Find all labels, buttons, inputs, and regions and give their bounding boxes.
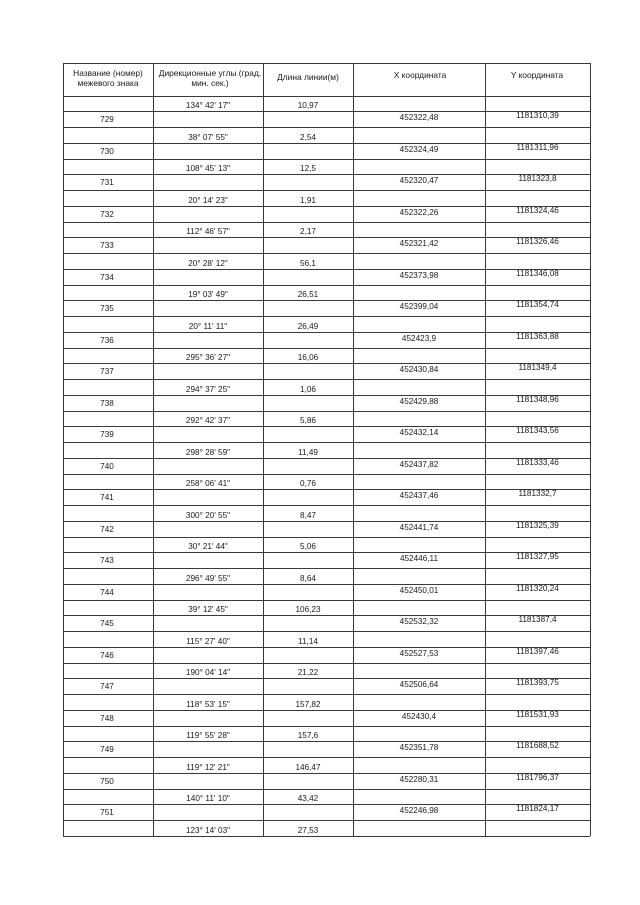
- direction-angle: 300° 20' 55": [185, 510, 231, 520]
- x-coordinate: 452423,9: [401, 333, 437, 343]
- y-coordinate: 1181311,96: [516, 142, 559, 152]
- table-border-left: [63, 63, 64, 836]
- line-length: 146,47: [295, 762, 321, 772]
- boundary-point-name: 733: [100, 241, 114, 251]
- direction-angle: 115° 27' 40": [186, 636, 230, 646]
- x-coordinate: 452246,98: [399, 806, 439, 816]
- x-coordinate: 452373,98: [399, 270, 439, 280]
- line-length: 21,22: [297, 668, 319, 678]
- boundary-point-name: 743: [100, 556, 114, 566]
- direction-angle: 38° 07' 55": [188, 132, 228, 142]
- x-coordinate: 452527,53: [399, 648, 439, 658]
- direction-angle: 190° 04' 14": [185, 668, 231, 678]
- line-length: 11,49: [298, 447, 318, 457]
- boundary-point-name: 747: [100, 682, 114, 692]
- x-coordinate: 452322,48: [399, 113, 439, 122]
- y-coordinate: 1181796,37: [516, 772, 559, 782]
- y-coordinate: 1181310,39: [516, 111, 559, 120]
- x-coordinate: 452320,47: [399, 176, 439, 186]
- direction-angle: 19° 03' 49": [188, 290, 228, 300]
- x-coordinate: 452446,11: [399, 554, 439, 564]
- y-coordinate: 1181327,95: [516, 552, 559, 562]
- direction-angle: 294° 37' 25": [185, 384, 231, 394]
- boundary-point-name: 740: [100, 461, 114, 471]
- line-length: 10,97: [297, 101, 319, 111]
- boundary-point-name: 750: [100, 776, 114, 786]
- line-length: 8,64: [300, 573, 316, 583]
- boundary-point-name: 751: [100, 808, 114, 818]
- y-coordinate: 1181326,46: [516, 237, 559, 247]
- x-coordinate: 452324,49: [399, 144, 439, 154]
- direction-angle: 292° 42' 37": [185, 416, 231, 426]
- row-line: [63, 757, 590, 758]
- row-line: [63, 442, 590, 443]
- row-line: [63, 190, 590, 191]
- boundary-point-name: 741: [100, 493, 114, 503]
- line-length: 0,76: [300, 479, 316, 489]
- direction-angle: 112° 46' 57": [186, 227, 230, 237]
- table-border-right: [590, 63, 591, 836]
- row-line: [63, 631, 590, 632]
- x-coordinate: 452280,31: [399, 774, 439, 784]
- row-line: [63, 285, 590, 286]
- x-coordinate: 452322,26: [399, 207, 439, 217]
- y-coordinate: 1181354,74: [516, 300, 559, 310]
- x-coordinate: 452532,32: [399, 617, 439, 627]
- row-line: [63, 379, 590, 380]
- header-name: Название (номер) межевого знака: [73, 68, 143, 88]
- x-coordinate: 452437,82: [399, 459, 439, 469]
- row-line: [63, 537, 590, 538]
- boundary-point-name: 732: [100, 209, 114, 219]
- header-separator: [63, 96, 590, 97]
- direction-angle: 20° 14' 23": [188, 195, 228, 205]
- header-y: Y координата: [510, 70, 564, 80]
- y-coordinate: 1181393,75: [516, 678, 559, 688]
- y-coordinate: 1181325,39: [516, 520, 559, 530]
- direction-angle: 123° 14' 03": [185, 826, 231, 835]
- line-length: 12,5: [300, 164, 316, 174]
- row-line: [63, 348, 590, 349]
- header-length: Длина линии(м): [277, 72, 339, 82]
- row-line: [63, 694, 590, 695]
- row-line: [63, 726, 590, 727]
- y-coordinate: 1181320,24: [516, 583, 559, 593]
- row-line: [63, 159, 590, 160]
- column-divider: [353, 63, 354, 836]
- line-length: 5,86: [300, 416, 316, 426]
- x-coordinate: 452430,84: [399, 365, 439, 375]
- line-length: 26,49: [297, 321, 319, 331]
- line-length: 157,82: [295, 699, 321, 709]
- y-coordinate: 1181688,52: [516, 741, 559, 751]
- direction-angle: 30° 21' 44": [188, 542, 228, 552]
- line-length: 1,06: [300, 384, 316, 394]
- line-length: 8,47: [300, 510, 316, 520]
- y-coordinate: 1181346,08: [516, 268, 559, 278]
- boundary-point-name: 742: [100, 524, 114, 534]
- row-line: [63, 411, 590, 412]
- line-length: 26,51: [297, 290, 319, 300]
- line-length: 157,6: [297, 731, 319, 741]
- column-divider: [485, 63, 486, 836]
- row-line: [63, 222, 590, 223]
- boundary-point-name: 729: [100, 115, 114, 124]
- column-divider: [153, 63, 154, 836]
- table-border-bottom: [63, 836, 590, 837]
- direction-angle: 39° 12' 45": [188, 605, 228, 615]
- boundary-point-name: 731: [100, 178, 114, 188]
- boundary-point-name: 737: [100, 367, 114, 377]
- row-line: [63, 316, 590, 317]
- line-length: 56,1: [300, 258, 316, 268]
- row-line: [63, 600, 590, 601]
- direction-angle: 134° 42' 17": [185, 101, 231, 111]
- x-coordinate: 452450,01: [399, 585, 439, 595]
- row-line: [63, 820, 590, 821]
- x-coordinate: 452351,78: [399, 743, 439, 753]
- x-coordinate: 452399,04: [399, 302, 439, 312]
- boundary-point-name: 746: [100, 650, 114, 660]
- boundary-point-name: 736: [100, 335, 114, 345]
- x-coordinate: 452437,46: [399, 491, 439, 501]
- x-coordinate: 452430,4: [401, 711, 437, 721]
- boundary-point-name: 738: [100, 398, 114, 408]
- x-coordinate: 452429,88: [399, 396, 439, 406]
- boundary-point-name: 745: [100, 619, 114, 629]
- direction-angle: 20° 11' 11": [188, 321, 228, 331]
- row-line: [63, 568, 590, 569]
- y-coordinate: 1181531,93: [516, 709, 559, 719]
- y-coordinate: 1181824,17: [516, 804, 559, 814]
- line-length: 106,23: [295, 605, 321, 615]
- boundary-point-name: 735: [100, 304, 114, 314]
- x-coordinate: 452432,14: [399, 428, 439, 438]
- row-line: [63, 253, 590, 254]
- line-length: 1,91: [300, 195, 316, 205]
- line-length: 2,17: [300, 227, 316, 237]
- direction-angle: 258° 06' 41": [185, 479, 231, 489]
- x-coordinate: 452506,64: [399, 680, 439, 690]
- line-length: 5,06: [300, 542, 316, 552]
- line-length: 16,06: [297, 353, 319, 363]
- header-angle: Дирекционные углы (град. мин. сек.): [158, 68, 262, 88]
- boundary-point-name: 748: [100, 713, 114, 723]
- table-border-top: [63, 63, 590, 64]
- row-line: [63, 505, 590, 506]
- y-coordinate: 1181333,46: [516, 457, 559, 467]
- line-length: 2,54: [300, 132, 316, 142]
- line-length: 11,14: [298, 636, 318, 646]
- y-coordinate: 1181332,7: [518, 489, 557, 499]
- boundary-point-name: 744: [100, 587, 114, 597]
- row-line: [63, 663, 590, 664]
- y-coordinate: 1181387,4: [518, 615, 557, 625]
- boundary-point-name: 749: [100, 745, 114, 755]
- row-line: [63, 789, 590, 790]
- header-x: X координата: [393, 70, 447, 80]
- y-coordinate: 1181363,88: [516, 331, 559, 341]
- direction-angle: 119° 55' 28": [186, 731, 230, 741]
- line-length: 43,42: [297, 794, 319, 804]
- direction-angle: 295° 36' 27": [185, 353, 231, 363]
- direction-angle: 108° 45' 13": [185, 164, 231, 174]
- direction-angle: 296° 49' 55": [185, 573, 231, 583]
- column-divider: [263, 63, 264, 836]
- direction-angle: 140° 11' 10": [186, 794, 230, 804]
- direction-angle: 119° 12' 21": [186, 762, 230, 772]
- direction-angle: 298° 28' 59": [185, 447, 231, 457]
- line-length: 27,53: [297, 826, 319, 835]
- y-coordinate: 1181397,46: [516, 646, 559, 656]
- y-coordinate: 1181343,56: [516, 426, 559, 436]
- x-coordinate: 452441,74: [399, 522, 439, 532]
- direction-angle: 20° 28' 12": [188, 258, 228, 268]
- row-line: [63, 127, 590, 128]
- boundary-point-name: 739: [100, 430, 114, 440]
- y-coordinate: 1181349,4: [518, 363, 557, 373]
- boundary-point-name: 734: [100, 272, 114, 282]
- y-coordinate: 1181323,8: [518, 174, 557, 184]
- row-line: [63, 474, 590, 475]
- y-coordinate: 1181348,96: [516, 394, 559, 404]
- x-coordinate: 452321,42: [399, 239, 439, 249]
- y-coordinate: 1181324,46: [516, 205, 559, 215]
- boundary-point-name: 730: [100, 146, 114, 156]
- direction-angle: 118° 53' 15": [186, 699, 230, 709]
